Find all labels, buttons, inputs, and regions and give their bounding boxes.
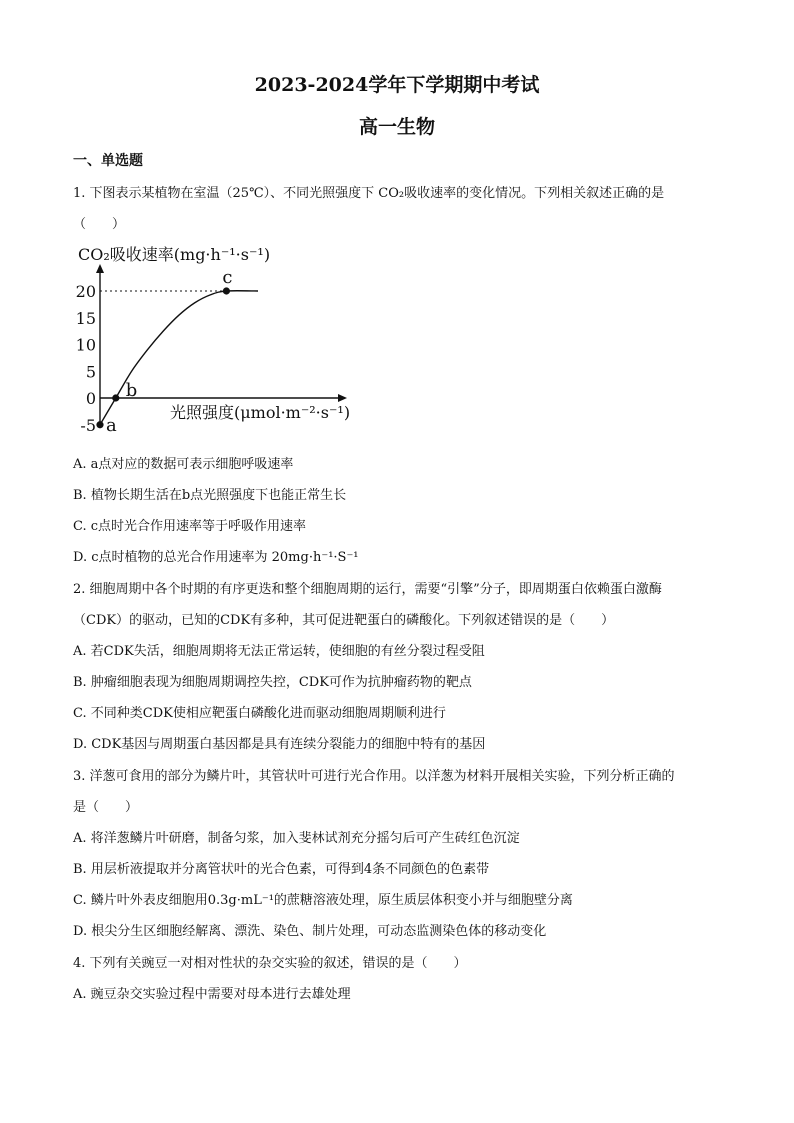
q3-option-c: C. 鳞片叶外表皮细胞用0.3g·mL⁻¹的蔗糖溶液处理，原生质层体积变小并与细胞壁分离 xyxy=(73,893,573,908)
co2-absorption-chart xyxy=(70,240,370,440)
x-axis-arrow xyxy=(338,394,347,402)
subject-title: 高一生物 xyxy=(358,116,435,138)
q2-option-d: D. CDK基因与周期蛋白基因都是具有连续分裂能力的细胞中特有的基因 xyxy=(73,737,486,752)
q3-option-b: B. 用层析液提取并分离管状叶的光合色素，可得到4条不同颜色的色素带 xyxy=(73,862,490,877)
q4-option-a: A. 豌豆杂交实验过程中需要对母本进行去雄处理 xyxy=(73,987,351,1002)
point-b xyxy=(112,394,119,401)
q3-option-a: A. 将洋葱鳞片叶研磨，制备匀浆，加入斐林试剂充分摇匀后可产生砖红色沉淀 xyxy=(73,831,520,846)
y-tick-label: 5 xyxy=(85,362,96,382)
q3-option-d: D. 根尖分生区细胞经解离、漂洗、染色、制片处理，可动态监测染色体的移动变化 xyxy=(73,924,547,939)
x-axis-label: 光照强度(μmol·m⁻²·s⁻¹) xyxy=(170,403,351,422)
q1-option-d: D. c点时植物的总光合作用速率为 20mg·h⁻¹·S⁻¹ xyxy=(73,550,359,565)
point-label-b: b xyxy=(125,380,138,401)
exam-title: 2023-2024学年下学期期中考试 xyxy=(254,74,540,96)
q3-stem: 3. 洋葱可食用的部分为鳞片叶，其管状叶可进行光合作用。以洋葱为材料开展相关实验，下列分析正确的 xyxy=(73,769,675,784)
q1-option-c: C. c点时光合作用速率等于呼吸作用速率 xyxy=(73,519,307,534)
point-label-c: c xyxy=(222,267,233,288)
section-heading: 一、单选题 xyxy=(73,153,143,169)
q2-stem: 2. 细胞周期中各个时期的有序更迭和整个细胞周期的运行，需要“引擎”分子，即周期蛋白依赖蛋白激酶 xyxy=(73,582,662,597)
q1-option-a: A. a点对应的数据可表示细胞呼吸速率 xyxy=(73,457,294,472)
y-tick-label: 10 xyxy=(75,335,96,355)
q4-stem: 4. 下列有关豌豆一对相对性状的杂交实验的叙述，错误的是（ ） xyxy=(73,956,467,971)
point-a xyxy=(96,421,103,428)
q1-stem: 1. 下图表示某植物在室温（25℃）、不同光照强度下 CO₂吸收速率的变化情况。下列相关叙述正确的是 xyxy=(73,186,665,201)
y-tick-label: 20 xyxy=(75,282,96,301)
y-axis-label: CO₂吸收速率(mg·h⁻¹·s⁻¹) xyxy=(78,245,271,264)
q1-option-b: B. 植物长期生活在b点光照强度下也能正常生长 xyxy=(73,488,347,503)
y-tick-label: 0 xyxy=(85,389,96,408)
q2-option-a: A. 若CDK失活，细胞周期将无法正常运转，使细胞的有丝分裂过程受阻 xyxy=(73,644,485,659)
y-tick-label: -5 xyxy=(80,415,96,435)
q2-option-c: C. 不同种类CDK使相应靶蛋白磷酸化进而驱动细胞周期顺利进行 xyxy=(73,706,446,721)
point-label-a: a xyxy=(106,414,117,436)
point-c xyxy=(223,287,230,294)
y-tick-label: 15 xyxy=(75,308,96,328)
y-ticks xyxy=(76,282,96,435)
q1-stem-cont: （ ） xyxy=(73,217,126,232)
y-axis-arrow xyxy=(96,264,104,273)
q3-stem-cont: 是（ ） xyxy=(73,800,139,815)
q2-option-b: B. 肿瘤细胞表现为细胞周期调控失控，CDK可作为抗肿瘤药物的靶点 xyxy=(73,675,472,690)
q2-stem-cont: （CDK）的驱动，已知的CDK有多种，其可促进靶蛋白的磷酸化。下列叙述错误的是（ ） xyxy=(73,613,615,628)
